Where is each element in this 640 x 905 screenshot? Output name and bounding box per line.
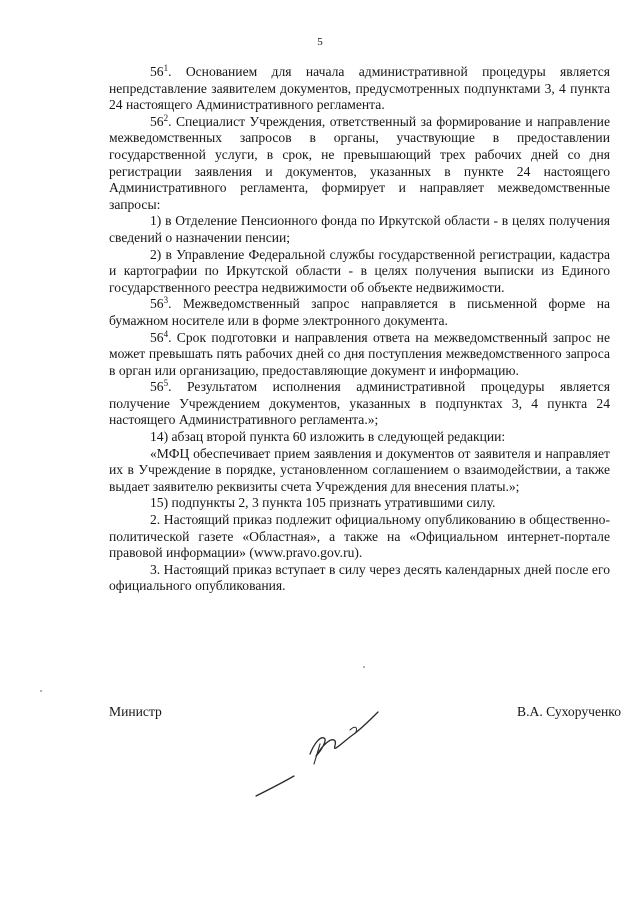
paragraph-text: 2) в Управление Федеральной службы государственной регистрации, кадастра и картографии по Иркутской области - в целях получения выписки из Единого государственного реестра недвижимости об объекте недвижимости. [109, 246, 610, 295]
paragraph [109, 562, 610, 595]
paragraph [109, 446, 610, 496]
paragraph [109, 379, 610, 429]
paragraph [109, 296, 610, 329]
clause-number: 56 [150, 379, 164, 395]
paragraph-text: 2. Настоящий приказ подлежит официальному опубликованию в общественно-политической газете «Областная», а также на «Официальном интернет-портале правовой информации» (www.pravo.gov.ru). [109, 512, 610, 561]
paragraph [109, 512, 610, 562]
clause-number: 56 [150, 329, 164, 345]
paragraph-text: . Срок подготовки и направления ответа на межведомственный запрос не может превышать пять рабочих дней со дня поступления межведомственного запроса в орган или организацию, предоставляющие документ и информацию. [109, 329, 610, 378]
scan-speck [40, 690, 42, 692]
handwritten-signature [250, 700, 390, 800]
clause-number: 56 [150, 296, 164, 312]
paragraph-text: 1) в Отделение Пенсионного фонда по Иркутской области - в целях получения сведений о назначении пенсии; [109, 213, 610, 245]
page-number: 5 [317, 36, 323, 48]
scan-speck [363, 666, 365, 668]
paragraph [109, 330, 610, 380]
clause-superscript: 2 [163, 112, 169, 123]
clause-superscript: 1 [163, 63, 169, 73]
paragraph-text: «МФЦ обеспечивает прием заявления и документов от заявителя и направляет их в Учреждение в порядке, установленном соглашением о взаимодействии, а также выдает заявителю реквизиты счета Учреждения для внесения платы.»; [109, 445, 610, 494]
paragraph [109, 114, 610, 214]
paragraph-text: . Специалист Учреждения, ответственный за формирование и направление межведомственных запросов в органы, участвующие в предоставлении государственной услуги, в срок, не превышающий трех рабочих дней со дня регистрации заявления и документов, указанных в пункте 24 настоящего Административного регламента, формирует и направляет межведомственные запросы: [109, 113, 610, 212]
paragraph-text: 14) абзац второй пункта 60 изложить в следующей редакции: [150, 429, 506, 445]
clause-number: 56 [150, 64, 164, 79]
paragraph-text: 3. Настоящий приказ вступает в силу через десять календарных дней после его официального опубликования. [109, 561, 610, 594]
paragraph-text: 15) подпункты 2, 3 пункта 105 признать утратившими силу. [150, 495, 496, 511]
clause-number: 56 [150, 113, 164, 129]
clause-superscript: 3 [163, 295, 169, 306]
clause-superscript: 5 [163, 378, 169, 389]
paragraph [109, 429, 610, 446]
paragraph-text: . Результатом исполнения административной процедуры является получение Учреждением документов, указанных в подпунктах 3, 4 пункта 24 настоящего Административного регламента.»; [109, 379, 610, 428]
paragraph [109, 495, 610, 512]
paragraph [109, 213, 610, 246]
paragraph [109, 247, 610, 297]
signatory-position: Министр [109, 704, 162, 719]
clause-superscript: 4 [163, 328, 169, 339]
paragraph-text: . Основанием для начала административной процедуры является непредставление заявителем документов, предусмотренных подпунктами 3, 4 пункта 24 настоящего Административного регламента. [109, 64, 610, 113]
document-body [109, 64, 610, 595]
paragraph-text: . Межведомственный запрос направляется в письменной форме на бумажном носителе или в форме электронного документа. [109, 296, 610, 328]
signatory-name: В.А. Сухорученко [517, 704, 621, 719]
paragraph [109, 64, 610, 114]
